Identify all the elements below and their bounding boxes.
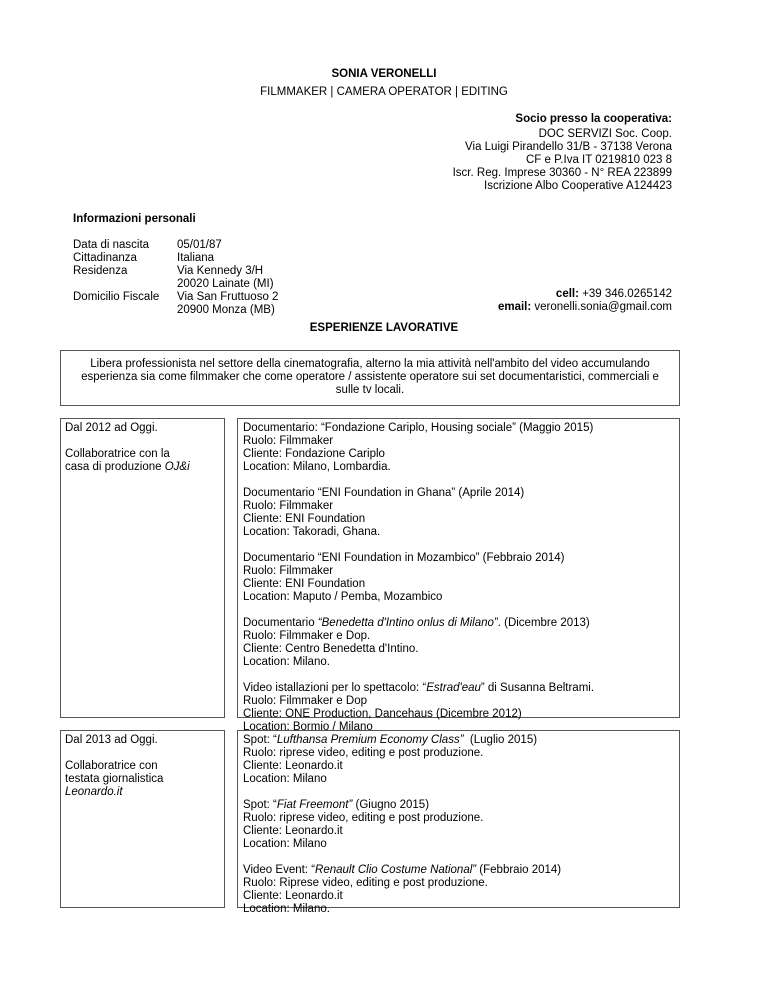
entry-location: Location: Takoradi, Ghana. bbox=[243, 526, 381, 538]
experience-entry bbox=[243, 422, 674, 474]
personal-info-labels bbox=[73, 239, 159, 304]
entry-title: Spot: “Fiat Freemont” (Giugno 2015) bbox=[243, 799, 430, 811]
entry-location: Location: Milano. bbox=[243, 656, 330, 668]
personal-value: Italiana bbox=[177, 252, 215, 264]
experience-entry bbox=[243, 617, 674, 669]
cv-name: SONIA VERONELLI bbox=[331, 68, 437, 80]
block1-entries-cell bbox=[237, 418, 680, 733]
cell-label: cell: bbox=[555, 288, 579, 300]
block2-employer-company: Leonardo.it bbox=[65, 786, 123, 798]
experience-entry bbox=[243, 682, 674, 734]
entry-location: Location: Milano bbox=[243, 773, 327, 785]
personal-value: Via Kennedy 3/H bbox=[177, 265, 264, 277]
entry-role: Ruolo: riprese video, editing e post produzione. bbox=[243, 812, 484, 824]
experience-entry bbox=[243, 552, 674, 604]
block1-employer-company: OJ&i bbox=[164, 461, 190, 473]
entry-location: Location: Maputo / Pemba, Mozambico bbox=[243, 591, 443, 603]
entry-role: Ruolo: Filmmaker e Dop. bbox=[243, 630, 371, 642]
experience-intro-box bbox=[60, 350, 680, 406]
entry-client: Cliente: ENI Foundation bbox=[243, 513, 366, 525]
cooperative-line: Iscr. Reg. Imprese 30360 - N° REA 223899 bbox=[452, 167, 672, 179]
block1-employer-line bbox=[65, 461, 220, 474]
experience-heading: ESPERIENZE LAVORATIVE bbox=[309, 322, 459, 334]
personal-info-values bbox=[177, 239, 278, 317]
entry-role: Ruolo: Riprese video, editing e post produzione. bbox=[243, 877, 488, 889]
entry-client: Cliente: Centro Benedetta d'Intino. bbox=[243, 643, 419, 655]
personal-value: 20020 Lainate (MI) bbox=[177, 278, 274, 290]
personal-label: Residenza bbox=[73, 265, 128, 277]
cv-profession: FILMMAKER | CAMERA OPERATOR | EDITING bbox=[260, 86, 508, 98]
entry-title: Video Event: “Renault Clio Costume National” (Febbraio 2014) bbox=[243, 864, 562, 876]
block1-employer-line: Collaboratrice con la bbox=[65, 448, 170, 460]
email-line bbox=[498, 301, 672, 314]
entry-role: Ruolo: Filmmaker bbox=[243, 435, 334, 447]
personal-label: Data di nascita bbox=[73, 239, 150, 251]
entry-title: Documentario: “Fondazione Cariplo, Housing sociale” (Maggio 2015) bbox=[243, 422, 594, 434]
email-value: veronelli.sonia@gmail.com bbox=[531, 301, 672, 313]
entry-client: Cliente: Leonardo.it bbox=[243, 890, 343, 902]
block1-employer-text: casa di produzione bbox=[65, 461, 165, 473]
personal-label: Domicilio Fiscale bbox=[73, 291, 160, 303]
personal-value: Via San Fruttuoso 2 bbox=[177, 291, 279, 303]
block2-employer-line: testata giornalistica bbox=[65, 773, 164, 785]
block2-period: Dal 2013 ad Oggi. bbox=[65, 734, 158, 746]
entry-client: Cliente: Fondazione Cariplo bbox=[243, 448, 385, 460]
block2-period-cell bbox=[60, 730, 225, 908]
experience-entry bbox=[243, 487, 674, 539]
cell-line bbox=[498, 288, 672, 301]
personal-value: 05/01/87 bbox=[177, 239, 222, 251]
cooperative-address bbox=[453, 128, 672, 193]
entry-location: Location: Milano bbox=[243, 838, 327, 850]
entry-role: Ruolo: Filmmaker bbox=[243, 565, 334, 577]
entry-title: Documentario “ENI Foundation in Ghana” (Aprile 2014) bbox=[243, 487, 525, 499]
entry-location: Location: Milano, Lombardia. bbox=[243, 461, 391, 473]
entry-role: Ruolo: Filmmaker e Dop bbox=[243, 695, 367, 707]
entry-location: Location: Bormio / Milano bbox=[243, 721, 373, 733]
personal-label bbox=[73, 278, 159, 291]
cooperative-line: Iscrizione Albo Cooperative A124423 bbox=[484, 180, 672, 192]
entry-location: Location: Milano. bbox=[243, 903, 330, 915]
experience-entry bbox=[243, 734, 674, 786]
entry-title: Spot: “Lufthansa Premium Economy Class” (Luglio 2015) bbox=[243, 734, 538, 746]
experience-entry bbox=[243, 864, 674, 916]
personal-value: 20900 Monza (MB) bbox=[177, 304, 275, 316]
entry-client: Cliente: Leonardo.it bbox=[243, 825, 343, 837]
personal-label: Cittadinanza bbox=[73, 252, 137, 264]
block1-period: Dal 2012 ad Oggi. bbox=[65, 422, 158, 434]
entry-title: Video istallazioni per lo spettacolo: “Estrad'eau” di Susanna Beltrami. bbox=[243, 682, 595, 694]
entry-title: Documentario “Benedetta d'Intino onlus di Milano”. (Dicembre 2013) bbox=[243, 617, 590, 629]
cooperative-line: Via Luigi Pirandello 31/B - 37138 Verona bbox=[465, 141, 672, 153]
block1-period-cell bbox=[60, 418, 225, 718]
cooperative-heading: Socio presso la cooperativa: bbox=[515, 113, 672, 125]
cooperative-line: DOC SERVIZI Soc. Coop. bbox=[538, 128, 672, 140]
entry-client: Cliente: ONE Production, Dancehaus (Dicembre 2012) bbox=[243, 708, 522, 720]
entry-client: Cliente: Leonardo.it bbox=[243, 760, 343, 772]
cooperative-line: CF e P.Iva IT 0219810 023 8 bbox=[526, 154, 672, 166]
email-label: email: bbox=[497, 301, 532, 313]
contact-info bbox=[498, 288, 672, 314]
experience-intro-text: Libera professionista nel settore della cinematografia, alterno la mia attività nell'ambito del video accumulando esperienza sia come filmmaker che come operatore / assistente operatore sui set documentaristici, commerciali e sulle tv locali. bbox=[81, 358, 659, 396]
entry-role: Ruolo: riprese video, editing e post produzione. bbox=[243, 747, 484, 759]
entry-client: Cliente: ENI Foundation bbox=[243, 578, 366, 590]
block2-entries-cell bbox=[237, 730, 680, 915]
entry-role: Ruolo: Filmmaker bbox=[243, 500, 334, 512]
personal-info-heading: Informazioni personali bbox=[73, 213, 196, 225]
block2-employer-line: Collaboratrice con bbox=[65, 760, 158, 772]
experience-entry bbox=[243, 799, 674, 851]
entry-title: Documentario “ENI Foundation in Mozambico” (Febbraio 2014) bbox=[243, 552, 565, 564]
cell-value: +39 346.0265142 bbox=[578, 288, 672, 300]
block2-employer-line bbox=[65, 786, 220, 799]
